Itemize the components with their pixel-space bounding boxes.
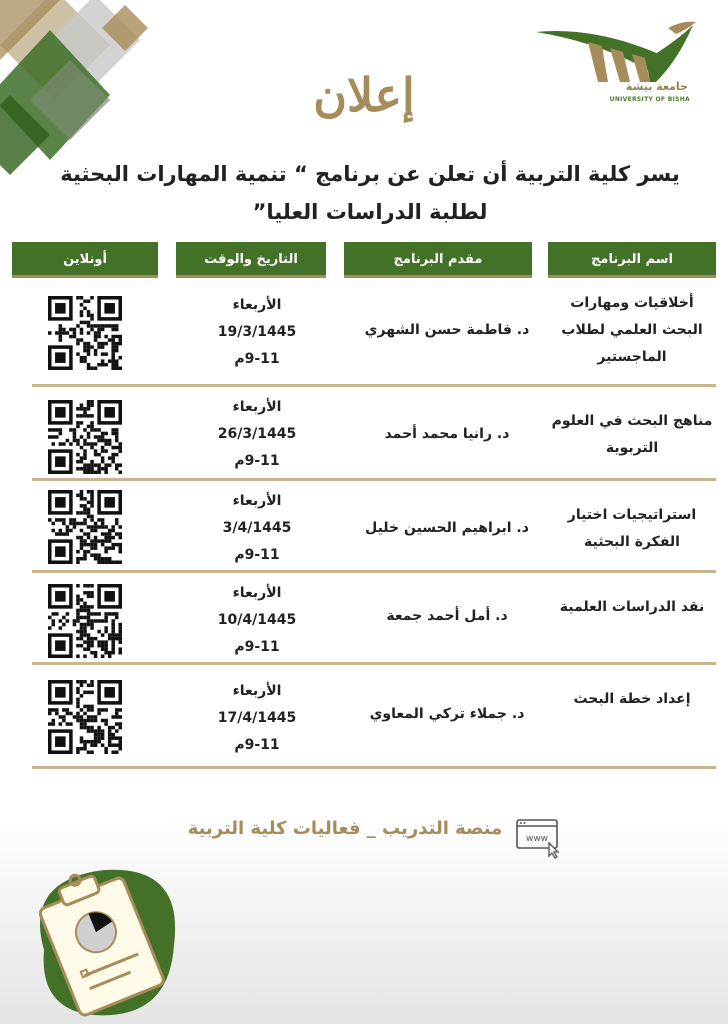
session-day: الأربعاء — [232, 399, 282, 415]
web-icon-label: www — [525, 834, 549, 844]
session-datetime — [172, 488, 342, 569]
page-title: إعلان — [313, 68, 415, 122]
header-presenter: مقدم البرنامج — [344, 242, 532, 278]
session-day: الأربعاء — [232, 493, 282, 509]
session-date: 3/4/1445 — [222, 520, 292, 536]
session-day: الأربعاء — [232, 297, 282, 313]
session-time: 9-11م — [234, 737, 280, 753]
session-datetime — [172, 580, 342, 661]
session-datetime — [172, 292, 342, 373]
presenter-name: د. رانيا محمد أحمد — [384, 426, 510, 442]
presenter-name: د. فاطمة حسن الشهري — [364, 322, 530, 338]
logo-english-name: UNIVERSITY OF BISHA — [609, 96, 690, 103]
session-date: 17/4/1445 — [217, 710, 297, 726]
header-program-name: اسم البرنامج — [548, 242, 716, 278]
session-datetime — [172, 678, 342, 759]
program-name: نقد الدراسات العلمية — [559, 599, 705, 615]
qr-code-icon[interactable] — [48, 680, 122, 754]
table-row — [32, 282, 716, 382]
header-datetime: التاريخ والوقت — [176, 242, 326, 278]
program-name: أخلاقيات ومهارات البحث العلمي لطلاب الماجستير — [561, 295, 703, 365]
clipboard-report-icon — [14, 850, 184, 1020]
table-row — [32, 390, 716, 476]
header-online: أونلاين — [12, 242, 158, 278]
qr-code-icon[interactable] — [48, 296, 122, 370]
presenter-name: د. أمل أحمد جمعة — [386, 608, 508, 624]
web-browser-icon[interactable] — [514, 812, 562, 860]
session-date: 19/3/1445 — [217, 324, 297, 340]
session-day: الأربعاء — [232, 585, 282, 601]
session-time: 9-11م — [234, 547, 280, 563]
session-datetime — [172, 394, 342, 475]
qr-code-icon[interactable] — [48, 490, 122, 564]
session-time: 9-11م — [234, 453, 280, 469]
program-name: إعداد خطة البحث — [573, 691, 691, 707]
table-row — [32, 576, 716, 662]
row-divider — [32, 384, 716, 387]
session-day: الأربعاء — [232, 683, 282, 699]
qr-code-icon[interactable] — [48, 584, 122, 658]
row-divider — [32, 662, 716, 665]
program-name: استراتيجيات اختيار الفكرة البحثية — [567, 507, 697, 550]
presenter-name: د. جملاء تركي المعاوي — [369, 706, 525, 722]
row-divider — [32, 766, 716, 769]
table-row — [32, 670, 716, 766]
program-name: مناهج البحث في العلوم التربوية — [551, 413, 713, 456]
logo-arabic-name: جامعة بيشة — [625, 80, 688, 93]
session-time: 9-11م — [234, 351, 280, 367]
footer-platform-text: منصة التدريب _ فعاليات كلية التربية — [187, 818, 503, 839]
session-date: 10/4/1445 — [217, 612, 297, 628]
row-divider — [32, 478, 716, 481]
session-time: 9-11م — [234, 639, 280, 655]
session-date: 26/3/1445 — [217, 426, 297, 442]
qr-code-icon[interactable] — [48, 400, 122, 474]
row-divider — [32, 570, 716, 573]
subtitle: يسر كلية التربية أن تعلن عن برنامج “ تنمية المهارات البحثية لطلبة الدراسات العليا” — [60, 162, 680, 224]
table-row — [32, 484, 716, 570]
presenter-name: د. ابراهيم الحسين خليل — [365, 520, 529, 536]
